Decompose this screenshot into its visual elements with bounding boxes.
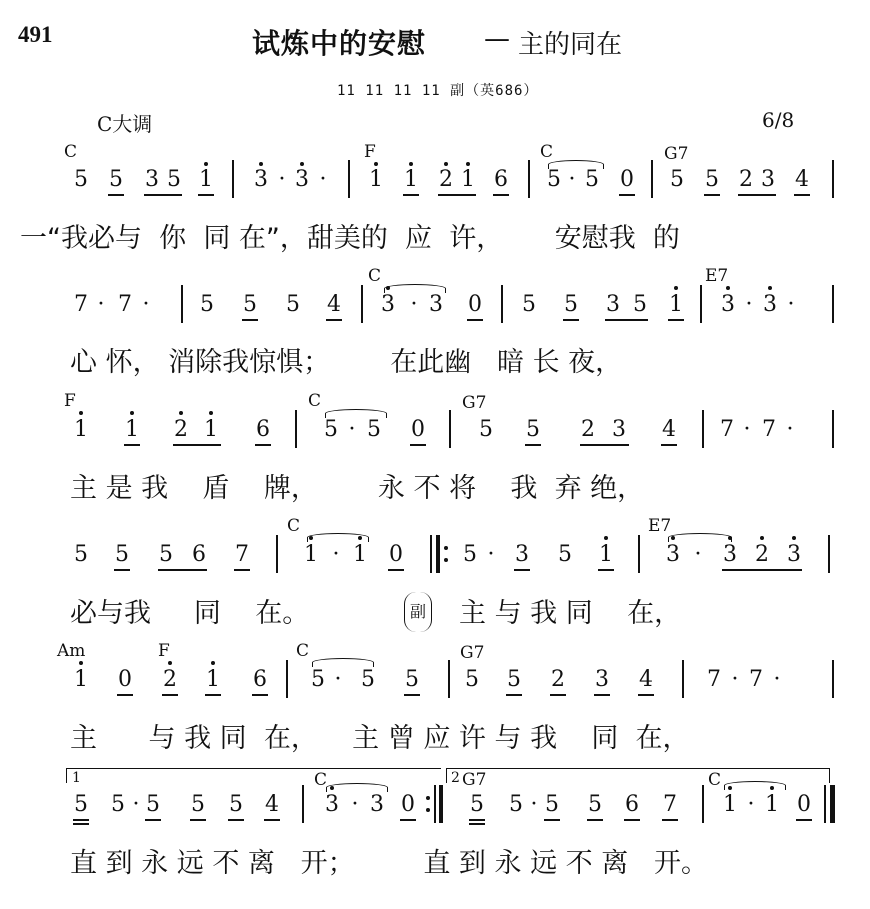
- underline: [158, 569, 207, 571]
- chord: C: [540, 142, 554, 162]
- octave-dot: [211, 661, 215, 665]
- note: 3: [595, 667, 609, 692]
- underline: [624, 819, 640, 821]
- note: ·: [787, 292, 795, 317]
- note: 5: [465, 667, 479, 692]
- repeat-dot: [444, 546, 448, 550]
- chord: C: [296, 641, 310, 661]
- tie: [668, 533, 732, 542]
- note: ·: [731, 667, 739, 692]
- note: 5: [547, 167, 561, 192]
- note: 1: [369, 167, 383, 192]
- barline: [824, 785, 826, 823]
- underline: [124, 444, 140, 446]
- note: 5: [509, 792, 523, 817]
- note: ·: [745, 292, 753, 317]
- note: 0: [797, 792, 811, 817]
- note: 5: [311, 667, 325, 692]
- repeat-dot: [426, 808, 430, 812]
- note: ·: [487, 542, 495, 567]
- lyric-line-3: 主 是 我 盾 牌， 永 不 将 我 弃 绝，: [70, 473, 645, 504]
- chord: Am: [57, 641, 86, 661]
- note: 5: [74, 542, 88, 567]
- chord: F: [158, 641, 170, 661]
- title-main: 试炼中的安慰: [252, 27, 427, 60]
- note: ·: [348, 417, 356, 442]
- tie: [724, 781, 786, 790]
- note: 3: [666, 542, 680, 567]
- barline: [832, 160, 834, 198]
- repeat-barline: [436, 535, 440, 573]
- note: 3: [723, 542, 737, 567]
- note: 5: [115, 542, 129, 567]
- note: 0: [389, 542, 403, 567]
- octave-dot: [760, 536, 764, 540]
- underline: [704, 194, 720, 196]
- underline: [114, 569, 130, 571]
- note: ·: [410, 292, 418, 317]
- underline: [198, 194, 214, 196]
- note: 3: [254, 167, 268, 192]
- note: ·: [332, 542, 340, 567]
- underline: [173, 444, 221, 446]
- note: 3: [381, 292, 395, 317]
- lyric-line-4-chorus: 主 与 我 同 在，: [459, 598, 682, 629]
- barline: [828, 535, 830, 573]
- underline: [252, 694, 268, 696]
- underline: [108, 194, 124, 196]
- barline: [651, 160, 653, 198]
- octave-dot: [466, 162, 470, 166]
- note: 4: [327, 292, 341, 317]
- underline: [190, 819, 206, 821]
- note: 2: [739, 167, 753, 192]
- volta-bracket-2: [446, 768, 830, 783]
- chord: C: [64, 142, 78, 162]
- note: 2: [755, 542, 769, 567]
- tie: [325, 409, 387, 418]
- volta-number: 1: [72, 770, 81, 786]
- underline: [404, 694, 420, 696]
- note: 5: [146, 792, 160, 817]
- note: 3: [721, 292, 735, 317]
- note: 5: [324, 417, 338, 442]
- note: 5: [470, 792, 484, 817]
- barline: [361, 285, 363, 323]
- underline: [598, 569, 614, 571]
- tie: [307, 533, 369, 542]
- lyric-line-1: 一“我必与 你 同 在”，甜美的 应 许， 安慰我 的: [20, 223, 680, 254]
- note: ·: [747, 792, 755, 817]
- note: 7: [118, 292, 132, 317]
- note: 1: [204, 417, 218, 442]
- note: 7: [720, 417, 734, 442]
- repeat-dot: [426, 796, 430, 800]
- note: 1: [765, 792, 779, 817]
- note: 0: [411, 417, 425, 442]
- underline: [668, 319, 684, 321]
- octave-dot: [444, 162, 448, 166]
- barline: [702, 410, 704, 448]
- note: ·: [132, 792, 140, 817]
- note: 5: [200, 292, 214, 317]
- underline: [326, 319, 342, 321]
- chord: G7: [664, 144, 689, 164]
- chord: C: [314, 770, 328, 790]
- note: 5: [585, 167, 599, 192]
- lyric-line-5: 主 与 我 同 在， 主 曾 应 许 与 我 同 在，: [70, 723, 690, 754]
- note: 5: [526, 417, 540, 442]
- tie: [548, 160, 604, 169]
- barline: [348, 160, 350, 198]
- note: 3: [325, 792, 339, 817]
- chord: G7: [462, 393, 487, 413]
- octave-dot: [168, 661, 172, 665]
- note: 5: [705, 167, 719, 192]
- underline: [638, 694, 654, 696]
- underline: [145, 819, 161, 821]
- octave-dot: [674, 286, 678, 290]
- note: 3: [515, 542, 529, 567]
- underline: [234, 569, 250, 571]
- underline: [514, 569, 530, 571]
- note: 3: [761, 167, 775, 192]
- underline: [410, 444, 426, 446]
- underline: [264, 819, 280, 821]
- octave-dot: [768, 286, 772, 290]
- underline: [738, 194, 776, 196]
- note: 5: [558, 542, 572, 567]
- note: 5: [633, 292, 647, 317]
- chord: E7: [648, 516, 672, 536]
- note: ·: [278, 167, 286, 192]
- underline: [605, 319, 648, 321]
- underline: [228, 819, 244, 821]
- underline: [525, 444, 541, 446]
- octave-dot: [130, 411, 134, 415]
- note: ·: [97, 292, 105, 317]
- octave-dot: [300, 162, 304, 166]
- note: 2: [581, 417, 595, 442]
- octave-dot: [792, 536, 796, 540]
- note: 4: [795, 167, 809, 192]
- note: ·: [773, 667, 781, 692]
- note: 3: [606, 292, 620, 317]
- underline: [400, 819, 416, 821]
- note: 5: [670, 167, 684, 192]
- barline: [682, 660, 684, 698]
- note: 5: [109, 167, 123, 192]
- note: 5: [74, 167, 88, 192]
- note: ·: [142, 292, 150, 317]
- note: 1: [669, 292, 683, 317]
- chord: F: [364, 142, 376, 162]
- note: 5: [545, 792, 559, 817]
- barline: [286, 660, 288, 698]
- octave-dot: [79, 661, 83, 665]
- note: 5: [286, 292, 300, 317]
- barline: [295, 410, 297, 448]
- barline: [700, 285, 702, 323]
- chord: G7: [460, 643, 485, 663]
- underline: [117, 694, 133, 696]
- underline: [73, 823, 89, 825]
- hymn-number: 491: [18, 22, 53, 47]
- note: 5: [522, 292, 536, 317]
- note: 5: [229, 792, 243, 817]
- barline: [449, 410, 451, 448]
- note: 5: [463, 542, 477, 567]
- note: 5: [191, 792, 205, 817]
- underline: [162, 694, 178, 696]
- chord: G7: [462, 770, 487, 790]
- underline: [580, 444, 629, 446]
- note: ·: [568, 167, 576, 192]
- repeat-dot: [444, 558, 448, 562]
- note: 5: [74, 792, 88, 817]
- underline: [796, 819, 812, 821]
- underline: [594, 694, 610, 696]
- barline: [302, 785, 304, 823]
- note: 3: [787, 542, 801, 567]
- note: ·: [743, 417, 751, 442]
- underline: [794, 194, 810, 196]
- underline: [144, 194, 182, 196]
- octave-dot: [79, 411, 83, 415]
- note: ·: [334, 667, 342, 692]
- tie: [384, 284, 446, 293]
- title-dash: —: [484, 24, 510, 54]
- note: 5: [243, 292, 257, 317]
- note: 4: [662, 417, 676, 442]
- note: ·: [786, 417, 794, 442]
- note: 2: [439, 167, 453, 192]
- underline: [469, 819, 485, 821]
- note: 3: [763, 292, 777, 317]
- note: 6: [253, 667, 267, 692]
- octave-dot: [374, 162, 378, 166]
- volta-number: 2: [451, 770, 460, 786]
- barline: [832, 285, 834, 323]
- barline: [638, 535, 640, 573]
- tie: [326, 783, 388, 792]
- chord: F: [64, 391, 76, 411]
- lyric-line-2: 心 怀， 消除我惊惧； 在此幽 暗 长 夜，: [70, 347, 623, 378]
- barline: [832, 660, 834, 698]
- underline: [438, 194, 476, 196]
- note: 1: [353, 542, 367, 567]
- note: 2: [551, 667, 565, 692]
- underline: [73, 819, 89, 821]
- octave-dot: [726, 286, 730, 290]
- octave-dot: [409, 162, 413, 166]
- note: 1: [723, 792, 737, 817]
- barline: [528, 160, 530, 198]
- note: 5: [405, 667, 419, 692]
- note: 3: [145, 167, 159, 192]
- underline: [722, 569, 802, 571]
- note: 7: [762, 417, 776, 442]
- note: 5: [479, 417, 493, 442]
- barline: [181, 285, 183, 323]
- barline: [430, 535, 432, 573]
- note: 1: [206, 667, 220, 692]
- underline: [388, 569, 404, 571]
- note: 1: [461, 167, 475, 192]
- barline: [448, 660, 450, 698]
- note: ·: [351, 792, 359, 817]
- lyric-line-4: 必与我 同 在。: [70, 598, 310, 629]
- note: 1: [125, 417, 139, 442]
- note: 7: [663, 792, 677, 817]
- note: 6: [192, 542, 206, 567]
- note: 5: [111, 792, 125, 817]
- note: 5: [167, 167, 181, 192]
- octave-dot: [604, 536, 608, 540]
- note: 3: [612, 417, 626, 442]
- chord: E7: [705, 266, 729, 286]
- note: 5: [588, 792, 602, 817]
- note: 5: [367, 417, 381, 442]
- note: ·: [530, 792, 538, 817]
- note: 5: [159, 542, 173, 567]
- underline: [550, 694, 566, 696]
- note: 5: [507, 667, 521, 692]
- chord: C: [368, 266, 382, 286]
- key-signature: C大调: [97, 112, 153, 136]
- note: 3: [370, 792, 384, 817]
- underline: [544, 819, 560, 821]
- barline: [501, 285, 503, 323]
- note: 0: [401, 792, 415, 817]
- note: 7: [74, 292, 88, 317]
- underline: [661, 444, 677, 446]
- note: 3: [429, 292, 443, 317]
- note: ·: [319, 167, 327, 192]
- underline: [467, 319, 483, 321]
- note: 1: [199, 167, 213, 192]
- note: 2: [174, 417, 188, 442]
- barline: [434, 785, 436, 823]
- barline: [832, 410, 834, 448]
- tie: [312, 658, 374, 667]
- note: 7: [749, 667, 763, 692]
- note: 7: [707, 667, 721, 692]
- repeat-barline: [439, 785, 443, 823]
- note: 6: [256, 417, 270, 442]
- underline: [563, 319, 579, 321]
- underline: [587, 819, 603, 821]
- note: 6: [625, 792, 639, 817]
- underline: [619, 194, 635, 196]
- final-barline: [830, 785, 835, 823]
- note: 3: [295, 167, 309, 192]
- time-signature: 6/8: [762, 108, 795, 132]
- octave-dot: [259, 162, 263, 166]
- underline: [205, 694, 221, 696]
- chord: C: [708, 770, 722, 790]
- note: 6: [494, 167, 508, 192]
- note: ·: [694, 542, 702, 567]
- underline: [662, 819, 678, 821]
- underline: [242, 319, 258, 321]
- note: 1: [404, 167, 418, 192]
- note: 1: [74, 417, 88, 442]
- barline: [232, 160, 234, 198]
- octave-dot: [179, 411, 183, 415]
- note: 1: [304, 542, 318, 567]
- barline: [276, 535, 278, 573]
- chorus-marker: 副: [404, 592, 432, 632]
- note: 0: [620, 167, 634, 192]
- note: 4: [265, 792, 279, 817]
- volta-bracket-1: [66, 768, 441, 783]
- meter-line: 11 11 11 11 副（英686）: [337, 83, 539, 99]
- chord: C: [308, 391, 322, 411]
- note: 5: [564, 292, 578, 317]
- note: 1: [599, 542, 613, 567]
- underline: [403, 194, 419, 196]
- note: 2: [163, 667, 177, 692]
- title-sub: 主的同在: [518, 30, 623, 60]
- octave-dot: [209, 411, 213, 415]
- note: 7: [235, 542, 249, 567]
- note: 4: [639, 667, 653, 692]
- chord: C: [287, 516, 301, 536]
- note: 0: [468, 292, 482, 317]
- underline: [506, 694, 522, 696]
- note: 1: [74, 667, 88, 692]
- barline: [702, 785, 704, 823]
- note: 5: [361, 667, 375, 692]
- underline: [255, 444, 271, 446]
- note: 0: [118, 667, 132, 692]
- underline: [469, 823, 485, 825]
- lyric-line-6: 直 到 永 远 不 离 开； 直 到 永 远 不 离 开。: [70, 848, 708, 879]
- octave-dot: [204, 162, 208, 166]
- underline: [493, 194, 509, 196]
